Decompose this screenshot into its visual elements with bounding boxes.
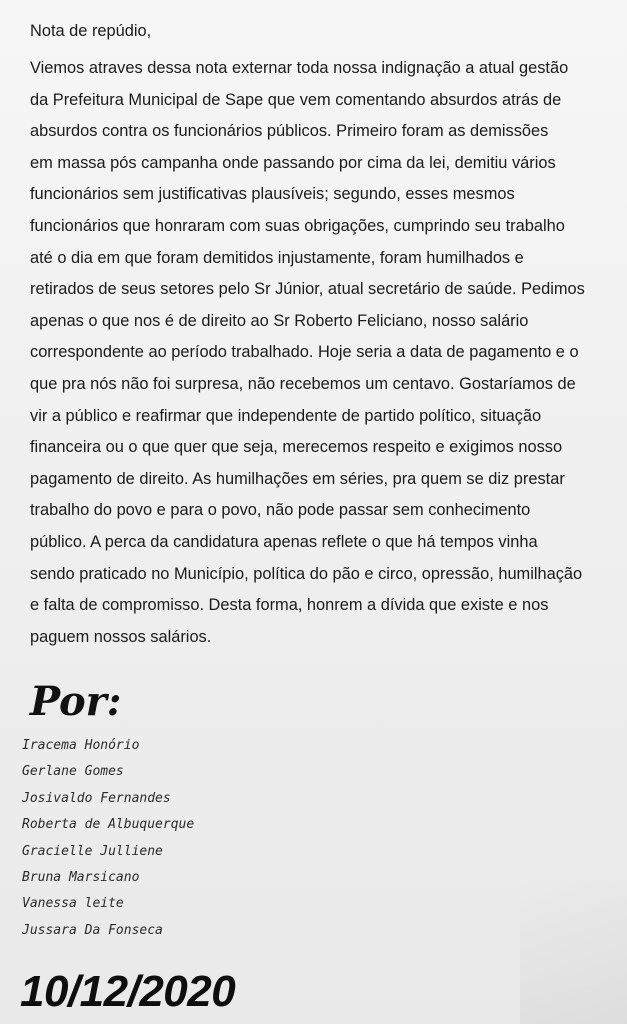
body-line: pagamento de direito. As humilhações em séries, pra quem se diz prestar	[30, 469, 565, 488]
body-line: correspondente ao período trabalhado. Hoje seria a data de pagamento e o	[30, 343, 579, 362]
body-line: financeira ou o que quer que seja, merecemos respeito e exigimos nosso	[30, 438, 563, 457]
body-line: paguem nossos salários.	[30, 627, 212, 646]
signer-name: Jussara Da Fonseca	[22, 922, 163, 938]
body-line: trabalho do povo e para o povo, não pode passar sem conhecimento	[30, 501, 531, 520]
signer-name: Bruna Marsicano	[22, 869, 140, 885]
signer-name: Iracema Honório	[22, 738, 140, 753]
body-line: apenas o que nos é de direito ao Sr Roberto Feliciano, nosso salário	[30, 311, 529, 330]
paper-shadow	[520, 880, 627, 1024]
body-line: até o dia em que foram demitidos injustamente, foram humilhados e	[30, 248, 524, 267]
note-date: 10/12/2020	[20, 967, 236, 1016]
signers-list	[22, 733, 194, 944]
signer-name: Gerlane Gomes	[22, 764, 124, 780]
body-line: Viemos atraves dessa nota externar toda nossa indignação a atual gestão	[30, 59, 569, 77]
body-line: vir a público e reafirmar que independente de partido político, situação	[30, 406, 542, 425]
body-line: que pra nós não foi surpresa, não recebemos um centavo. Gostaríamos de	[30, 374, 576, 393]
signer-name: Gracielle Julliene	[22, 843, 163, 859]
signature-heading: Por:	[30, 678, 122, 725]
body-line: público. A perca da candidatura apenas reflete o que há tempos vinha	[30, 532, 538, 551]
note-body	[30, 53, 615, 653]
body-line: funcionários sem justificativas plausíveis; segundo, esses mesmos	[30, 185, 515, 204]
body-line: sendo praticado no Município, política do pão e circo, opressão, humilhação	[30, 564, 583, 583]
body-line: retirados de seus setores pelo Sr Júnior, atual secretário de saúde. Pedimos	[30, 280, 585, 299]
signer-name: Josivaldo Fernandes	[22, 790, 171, 806]
body-line: em massa pós campanha onde passando por cima da lei, demitiu vários	[30, 153, 556, 172]
body-line: da Prefeitura Municipal de Sape que vem comentando absurdos atrás de	[30, 90, 562, 109]
note-greeting: Nota de repúdio,	[30, 22, 152, 40]
signer-name: Roberta de Albuquerque	[22, 817, 195, 833]
body-line: funcionários que honraram com suas obrigações, cumprindo seu trabalho	[30, 216, 565, 235]
signer-name: Vanessa leite	[22, 896, 124, 912]
body-line: e falta de compromisso. Desta forma, honrem a dívida que existe e nos	[30, 596, 549, 615]
body-line: absurdos contra os funcionários públicos. Primeiro foram as demissões	[30, 122, 549, 141]
